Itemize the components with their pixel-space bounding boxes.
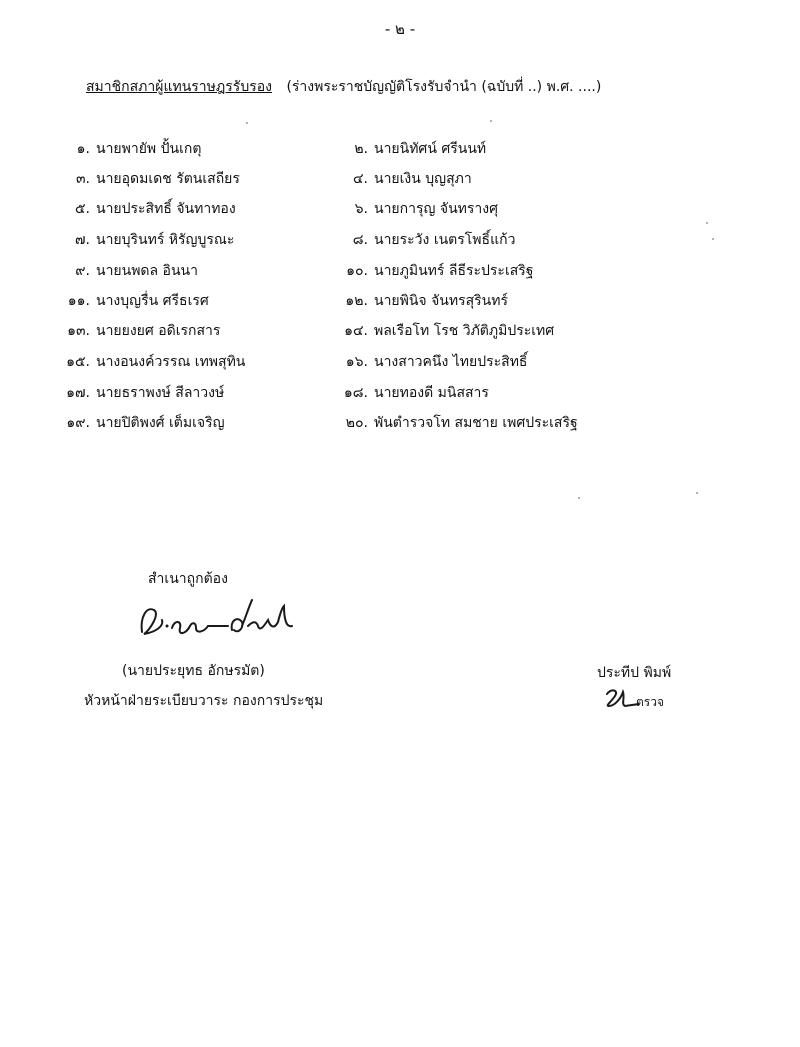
- member-name: นางสาวคนึง ไทยประสิทธิ์: [374, 354, 528, 370]
- scan-speck: [490, 120, 492, 122]
- member-entry: [334, 262, 534, 280]
- typist-name: ประทีป พิมพ์: [597, 665, 672, 681]
- member-number: ๑๗.: [66, 385, 90, 401]
- member-entry: [334, 140, 486, 158]
- member-entry: [334, 292, 508, 310]
- handwritten-signature: [134, 596, 294, 648]
- member-name: นายพินิจ จันทรสุรินทร์: [374, 293, 508, 309]
- member-entry: [62, 170, 240, 188]
- member-number: ๑๖.: [345, 354, 368, 370]
- scan-speck: [706, 222, 708, 224]
- member-entry: [62, 322, 220, 340]
- member-name: พลเรือโท โรช วิภัติภูมิประเทศ: [374, 323, 555, 339]
- scan-speck: [578, 497, 580, 499]
- member-entry: [62, 353, 245, 371]
- member-entry: [62, 140, 201, 158]
- member-name: นายระวัง เนตรโพธิ์แก้ว: [374, 232, 516, 248]
- member-name: นายภูมินทร์ ลีธีระประเสริฐ: [374, 263, 534, 279]
- signer-name: (นายประยุทธ อักษรมัต): [122, 663, 265, 679]
- checked-label: ตรวจ: [636, 695, 665, 709]
- scan-speck: [712, 238, 714, 240]
- member-name: นายประสิทธิ์ จันทาทอง: [96, 201, 236, 217]
- member-number: ๑๐.: [346, 263, 368, 279]
- member-list: [0, 0, 800, 460]
- member-number: ๑๒.: [345, 293, 368, 309]
- member-name: นายการุญ จันทรางศุ: [374, 201, 498, 217]
- member-entry: [62, 384, 224, 402]
- signer-title: หัวหน้าฝ่ายระเบียบวาระ กองการประชุม: [84, 693, 324, 709]
- member-name: นางอนงค์วรรณ เทพสุทิน: [96, 354, 246, 370]
- member-name: นายอุดมเดช รัตนเสถียร: [96, 171, 240, 187]
- member-number: ๑๔.: [344, 323, 368, 339]
- member-name: นายบุรินทร์ หิรัญบูรณะ: [96, 232, 235, 248]
- page-number: - ๒ -: [384, 20, 416, 38]
- handwritten-initials: [603, 686, 639, 710]
- member-name: นายปิติพงศ์ เต็มเจริญ: [96, 415, 225, 431]
- member-entry: [62, 292, 209, 310]
- member-name: นายทองดี มนิสสาร: [374, 385, 489, 401]
- heading-subtitle: (ร่างพระราชบัญญัติโรงรับจำนำ (ฉบับที่ ..) พ.ศ. ....): [286, 79, 602, 95]
- member-name: นายนิทัศน์ ศรีนนท์: [374, 141, 487, 157]
- member-number: ๒.: [354, 141, 368, 157]
- member-number: ๘.: [352, 232, 368, 248]
- member-number: ๖.: [354, 201, 368, 217]
- member-number: ๑๑.: [67, 293, 90, 309]
- member-number: ๑๘.: [343, 385, 368, 401]
- member-entry: [334, 384, 489, 402]
- member-entry: [334, 170, 472, 188]
- member-number: ๙.: [75, 263, 90, 279]
- member-number: ๕.: [74, 201, 90, 217]
- member-entry: [62, 262, 198, 280]
- member-entry: [334, 322, 554, 340]
- member-entry: [334, 353, 527, 371]
- member-entry: [62, 231, 234, 249]
- member-name: พันตำรวจโท สมชาย เพศประเสริฐ: [374, 415, 578, 431]
- certified-copy-label: สำเนาถูกต้อง: [148, 571, 228, 587]
- member-number: ๓.: [75, 171, 90, 187]
- member-name: นายพายัพ ปั้นเกตุ: [96, 141, 202, 157]
- member-entry: [334, 200, 498, 218]
- member-name: นายธราพงษ์ สีลาวงษ์: [96, 385, 225, 401]
- scan-speck: [246, 122, 248, 124]
- member-number: ๔.: [352, 171, 368, 187]
- member-name: นายยงยศ อดิเรกสาร: [96, 323, 221, 339]
- member-number: ๗.: [75, 232, 90, 248]
- heading-title: สมาชิกสภาผู้แทนราษฎรรับรอง: [86, 79, 272, 95]
- member-number: ๑๙.: [66, 415, 90, 431]
- member-number: ๑๕.: [66, 354, 90, 370]
- member-name: นางบุญรื่น ศรีธเรศ: [96, 293, 209, 309]
- member-entry: [334, 414, 578, 432]
- member-number: ๒๐.: [345, 415, 368, 431]
- member-entry: [62, 200, 236, 218]
- scan-speck: [696, 492, 698, 494]
- member-number: ๑.: [76, 141, 90, 157]
- member-number: ๑๓.: [67, 323, 90, 339]
- member-name: นายนพดล อินนา: [96, 263, 198, 279]
- member-entry: [334, 231, 515, 249]
- member-entry: [62, 414, 225, 432]
- member-name: นายเงิน บุญสุภา: [374, 171, 472, 187]
